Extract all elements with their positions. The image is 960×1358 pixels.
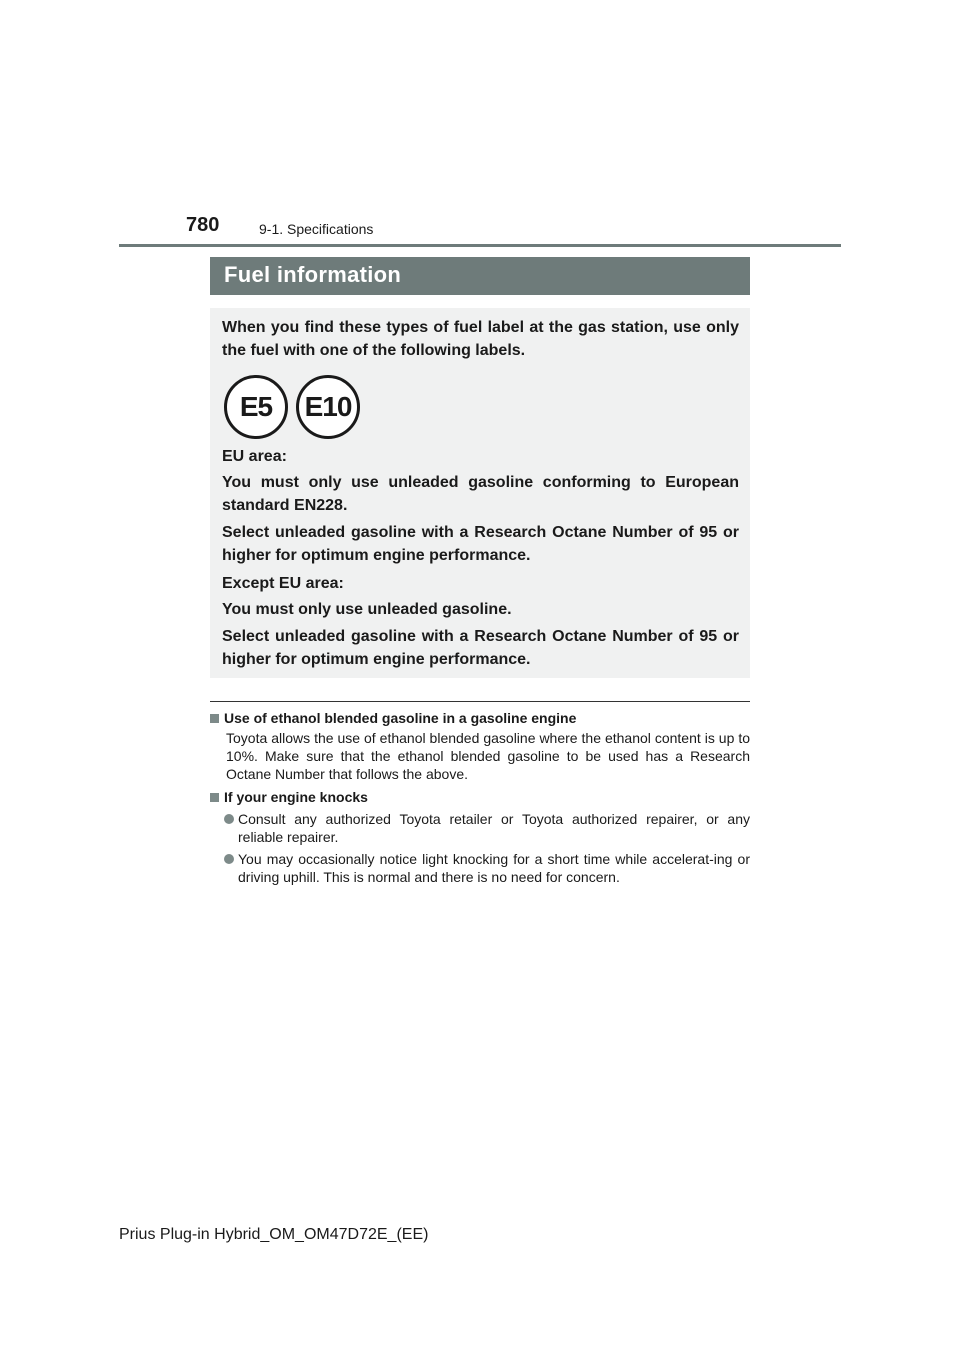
e10-label-icon: E10 xyxy=(296,375,360,439)
page-number: 780 xyxy=(186,214,220,236)
ethanol-note xyxy=(210,709,750,783)
list-item xyxy=(210,810,750,846)
non-eu-standard-text: You must only use unleaded gasoline. xyxy=(222,601,512,618)
fuel-info-box xyxy=(210,308,750,678)
round-bullet-icon xyxy=(224,854,234,864)
list-item xyxy=(210,850,750,886)
fuel-label-intro: When you find these types of fuel label at the gas station, use only the fuel with one of the following labels. xyxy=(222,319,739,359)
eu-octane-text: Select unleaded gasoline with a Research Octane Number of 95 or higher for optimum engine performance. xyxy=(222,524,739,564)
e5-label-icon: E5 xyxy=(224,375,288,439)
notes-divider xyxy=(210,701,750,702)
engine-knock-heading-row xyxy=(210,788,750,806)
square-bullet-icon xyxy=(210,793,219,802)
engine-knock-heading: If your engine knocks xyxy=(224,789,368,805)
non-eu-area-heading: Except EU area: xyxy=(222,575,344,592)
ethanol-note-heading-row xyxy=(210,709,750,727)
engine-knock-note xyxy=(210,788,750,886)
ethanol-note-heading: Use of ethanol blended gasoline in a gasoline engine xyxy=(224,710,577,726)
section-title-bar xyxy=(210,257,750,295)
list-item-text: Consult any authorized Toyota retailer or Toyota authorized repairer, or any reliable repairer. xyxy=(238,811,750,845)
section-label: 9-1. Specifications xyxy=(259,221,374,237)
list-item-text: You may occasionally notice light knocking for a short time while accelerat-ing or driving uphill. This is normal and there is no need for concern. xyxy=(238,851,750,885)
round-bullet-icon xyxy=(224,814,234,824)
header-divider xyxy=(119,244,841,247)
non-eu-octane-text: Select unleaded gasoline with a Research Octane Number of 95 or higher for optimum engine performance. xyxy=(222,628,739,668)
document-footer: Prius Plug-in Hybrid_OM_OM47D72E_(EE) xyxy=(119,1226,429,1243)
eu-standard-text: You must only use unleaded gasoline conforming to European standard EN228. xyxy=(222,474,739,514)
ethanol-note-body: Toyota allows the use of ethanol blended gasoline where the ethanol content is up to 10%. Make sure that the ethanol blended gasoline to be used has a Research Octane Number that follows the above. xyxy=(226,730,750,782)
page-title: Fuel information xyxy=(224,262,402,287)
eu-area-heading: EU area: xyxy=(222,448,287,465)
square-bullet-icon xyxy=(210,714,219,723)
